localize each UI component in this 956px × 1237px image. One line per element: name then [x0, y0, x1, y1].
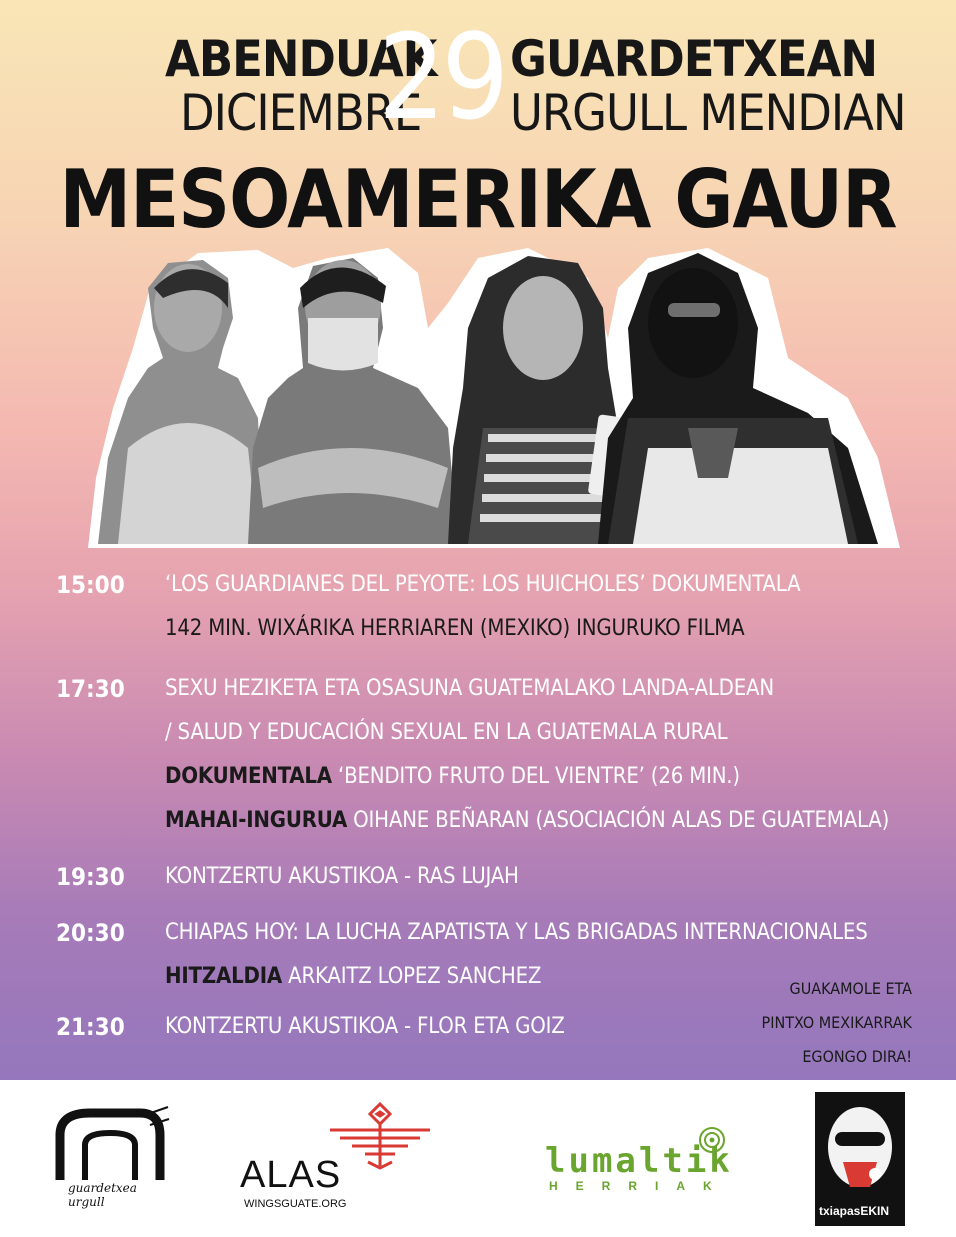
- schedule-line: [165, 960, 541, 994]
- food-note: [692, 972, 912, 1074]
- alas-logo-url: WINGSGUATE.ORG: [244, 1198, 347, 1210]
- schedule-line: / SALUD Y EDUCACIÓN SEXUAL EN LA GUATEMALA RURAL: [165, 720, 728, 745]
- food-note-line: EGONGO DIRA!: [802, 1047, 912, 1066]
- poster-title: MESOAMERIKA GAUR: [59, 153, 897, 246]
- schedule-line: SEXU HEZIKETA ETA OSASUNA GUATEMALAKO LANDA-ALDEAN: [165, 676, 774, 701]
- lumaltik-logo-name: lumaltik: [545, 1141, 733, 1181]
- venue-basque: GUARDETXEAN: [510, 30, 878, 88]
- txiapas-ekin-logo: [815, 1092, 905, 1226]
- schedule-line: ‘LOS GUARDIANES DEL PEYOTE: LOS HUICHOLES’ DOKUMENTALA: [165, 572, 801, 597]
- alas-logo-name: ALAS: [240, 1154, 342, 1196]
- alas-logo: [240, 1100, 430, 1215]
- schedule-time: 21:30: [56, 1013, 125, 1041]
- schedule-line: [165, 804, 889, 838]
- guardetxea-arch-icon: [50, 1105, 170, 1185]
- lumaltik-logo-sub: HERRIAK: [549, 1179, 730, 1193]
- schedule-line-text: ‘BENDITO FRUTO DEL VIENTRE’ (26 MIN.): [331, 764, 740, 789]
- schedule-time: 17:30: [56, 675, 125, 703]
- guardetxea-logo-line: guardetxea: [68, 1181, 137, 1195]
- guardetxea-logo: [50, 1105, 170, 1215]
- txiapas-ekin-logo-name: txiapasEKIN: [819, 1204, 890, 1218]
- food-note-line: PINTXO MEXIKARRAK: [761, 1013, 912, 1032]
- schedule-line-label: DOKUMENTALA: [165, 764, 332, 789]
- masked-face-icon: [815, 1092, 905, 1202]
- schedule-line: KONTZERTU AKUSTIKOA - FLOR ETA GOIZ: [165, 1014, 565, 1039]
- schedule-line: CHIAPAS HOY: LA LUCHA ZAPATISTA Y LAS BRIGADAS INTERNACIONALES: [165, 920, 868, 945]
- month-spanish: DICIEMBRE: [180, 84, 422, 142]
- photo-collage: [88, 248, 900, 548]
- schedule-time: 20:30: [56, 919, 125, 947]
- schedule-line-label: HITZALDIA: [165, 964, 283, 989]
- schedule-line-text: OIHANE BEÑARAN (ASOCIACIÓN ALAS DE GUATEMALA): [347, 808, 890, 833]
- schedule-line: [165, 760, 740, 794]
- schedule-line-text: ARKAITZ LOPEZ SANCHEZ: [282, 964, 542, 989]
- event-day: 29: [378, 8, 506, 146]
- schedule-time: 19:30: [56, 863, 125, 891]
- guardetxea-logo-line: urgull: [68, 1195, 105, 1209]
- schedule-line-label: MAHAI-INGURUA: [165, 808, 348, 833]
- schedule-time: 15:00: [56, 571, 125, 599]
- month-basque: ABENDUAK: [165, 30, 437, 88]
- schedule-line: 142 MIN. WIXÁRIKA HERRIAREN (MEXIKO) INGURUKO FILMA: [165, 616, 745, 641]
- venue-location: URGULL MENDIAN: [510, 84, 906, 142]
- schedule-line: KONTZERTU AKUSTIKOA - RAS LUJAH: [165, 864, 519, 889]
- lumaltik-logo: [545, 1135, 745, 1195]
- food-note-line: GUAKAMOLE ETA: [789, 979, 912, 998]
